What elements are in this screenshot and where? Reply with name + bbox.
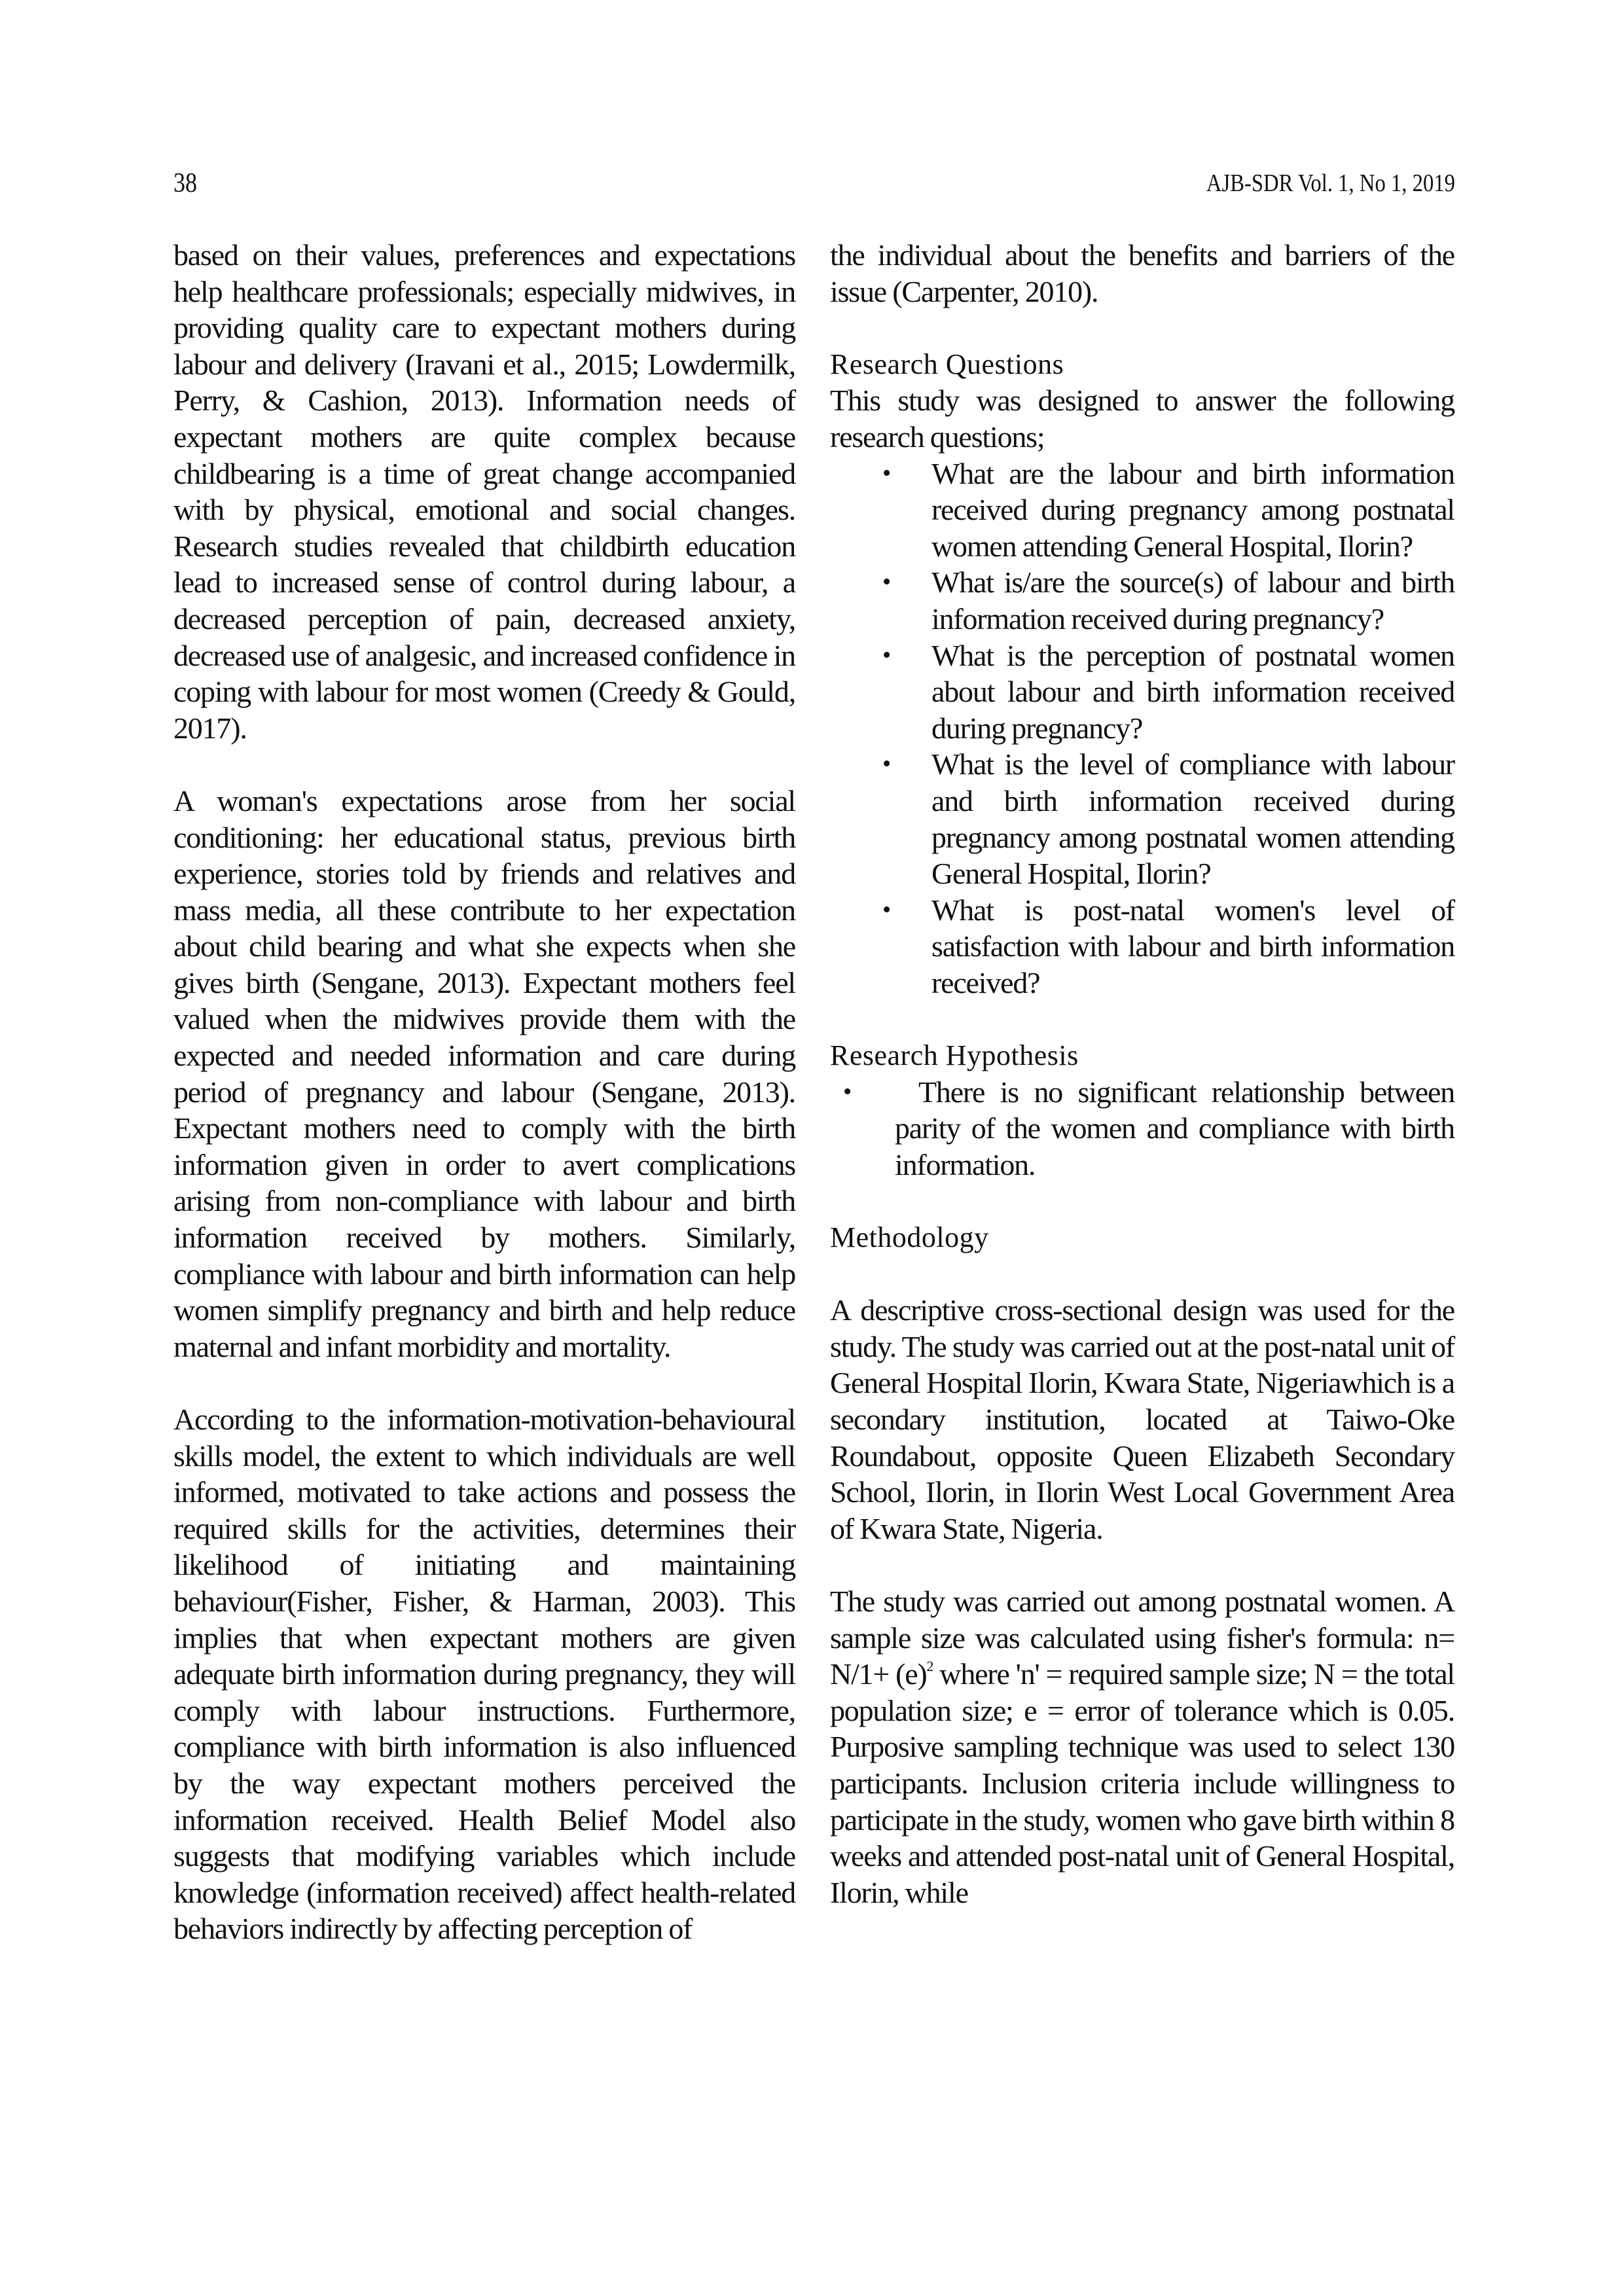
bullet-icon: •: [882, 895, 892, 924]
research-questions-heading: Research Questions: [830, 348, 1064, 380]
list-item: [830, 564, 1454, 637]
left-column: [173, 237, 795, 1947]
list-item: [830, 1074, 1454, 1183]
bullet-icon: •: [882, 568, 892, 596]
paragraph-spacer: [830, 1183, 1454, 1219]
bullet-icon: •: [843, 1077, 852, 1105]
research-questions-list: [830, 456, 1454, 1001]
methodology-paragraph-2: [830, 1583, 1454, 1910]
list-item: [830, 637, 1454, 747]
paragraph-spacer: [830, 1001, 1454, 1037]
research-hypothesis-list: [830, 1074, 1454, 1183]
bullet-icon: •: [882, 750, 892, 778]
methodology-text-after-formula-exponent: where 'n' = required sample size; N = the total population size; e = error of tolerance which is 0.05. Purposive sampling technique was used to select 130 participants. Inclusion criteria include willingness to participate in the study, women who gave birth within 8 weeks and attended post-natal unit of General Hospital, Ilorin, while: [830, 1657, 1454, 1909]
research-question-text: What is the perception of postnatal women about labour and birth information received during pregnancy?: [931, 638, 1454, 745]
research-question-text: What is the level of compliance with labour and birth information received during pregnancy among postnatal women attending General Hospital, Ilorin?: [931, 747, 1454, 891]
paragraph-spacer: [830, 1256, 1454, 1293]
list-item: [830, 892, 1454, 1001]
paragraph-spacer: [830, 310, 1454, 346]
right-column: [830, 237, 1454, 1910]
journal-running-header: AJB-SDR Vol. 1, No 1, 2019: [1206, 170, 1455, 197]
bullet-icon: •: [882, 641, 892, 669]
paragraph-spacer: [830, 1547, 1454, 1583]
research-hypothesis-heading: Research Hypothesis: [830, 1039, 1079, 1072]
list-item: [830, 746, 1454, 891]
research-questions-lead: This study was designed to answer the following research questions;: [830, 384, 1454, 454]
paragraph-spacer: [173, 1365, 795, 1401]
intro-paragraph: the individual about the benefits and barriers of the issue (Carpenter, 2010).: [830, 238, 1454, 308]
research-question-text: What are the labour and birth information received during pregnancy among postnatal women attending General Hospital, Ilorin?: [931, 456, 1454, 563]
bullet-icon: •: [882, 459, 892, 487]
page-number: 38: [173, 168, 198, 198]
paragraph-spacer: [173, 746, 795, 783]
methodology-paragraph-1: A descriptive cross-sectional design was used for the study. The study was carried out at the post-natal unit of General Hospital Ilorin, Kwara State, Nigeriawhich is a secondary institution, located at Taiwo-Oke Roundabout, opposite Queen Elizabeth Secondary School, Ilorin, in Ilorin West Local Government Area of Kwara State, Nigeria.: [830, 1293, 1454, 1545]
methodology-text-before-formula-exponent: The study was carried out among postnatal women. A sample size was calculated using fisher's formula: n= N/1+ (e): [830, 1584, 1454, 1691]
research-question-text: What is/are the source(s) of labour and birth information received during pregnancy?: [931, 565, 1454, 636]
body-paragraph-2: A woman's expectations arose from her social conditioning: her educational status, previous birth experience, stories told by friends and relatives and mass media, all these contribute to her expectation about child bearing and what she expects when she gives birth (Sengane, 2013). Expectant mothers feel valued when the midwives provide them with the expected and needed information and care during period of pregnancy and labour (Sengane, 2013). Expectant mothers need to comply with the birth information given in order to avert complications arising from non-compliance with labour and birth information received by mothers. Similarly, compliance with labour and birth information can help women simplify pregnancy and birth and help reduce maternal and infant morbidity and mortality.: [173, 783, 795, 1363]
body-paragraph-3: According to the information-motivation-behavioural skills model, the extent to which individuals are well informed, motivated to take actions and possess the required skills for the activities, determines their likelihood of initiating and maintaining behaviour(Fisher, Fisher, & Harman, 2003). This implies that when expectant mothers are given adequate birth information during pregnancy, they will comply with labour instructions. Furthermore, compliance with birth information is also influenced by the way expectant mothers perceived the information received. Health Belief Model also suggests that modifying variables which include knowledge (information received) affect health-related behaviors indirectly by affecting perception of: [173, 1403, 795, 1946]
methodology-heading: Methodology: [830, 1221, 989, 1254]
list-item: [830, 456, 1454, 565]
hypothesis-text: There is no significant relationship between parity of the women and compliance with birth information.: [895, 1075, 1454, 1181]
research-question-text: What is post-natal women's level of satisfaction with labour and birth information received?: [931, 893, 1454, 999]
body-paragraph-1: based on their values, preferences and expectations help healthcare professionals; especially midwives, in providing quality care to expectant mothers during labour and delivery (Iravani et al., 2015; Lowdermilk, Perry, & Cashion, 2013). Information needs of expectant mothers are quite complex because childbearing is a time of great change accompanied with by physical, emotional and social changes. Research studies revealed that childbirth education lead to increased sense of control during labour, a decreased perception of pain, decreased anxiety, decreased use of analgesic, and increased confidence in coping with labour for most women (Creedy & Gould, 2017).: [173, 238, 795, 745]
formula-exponent: 2: [926, 1658, 933, 1675]
